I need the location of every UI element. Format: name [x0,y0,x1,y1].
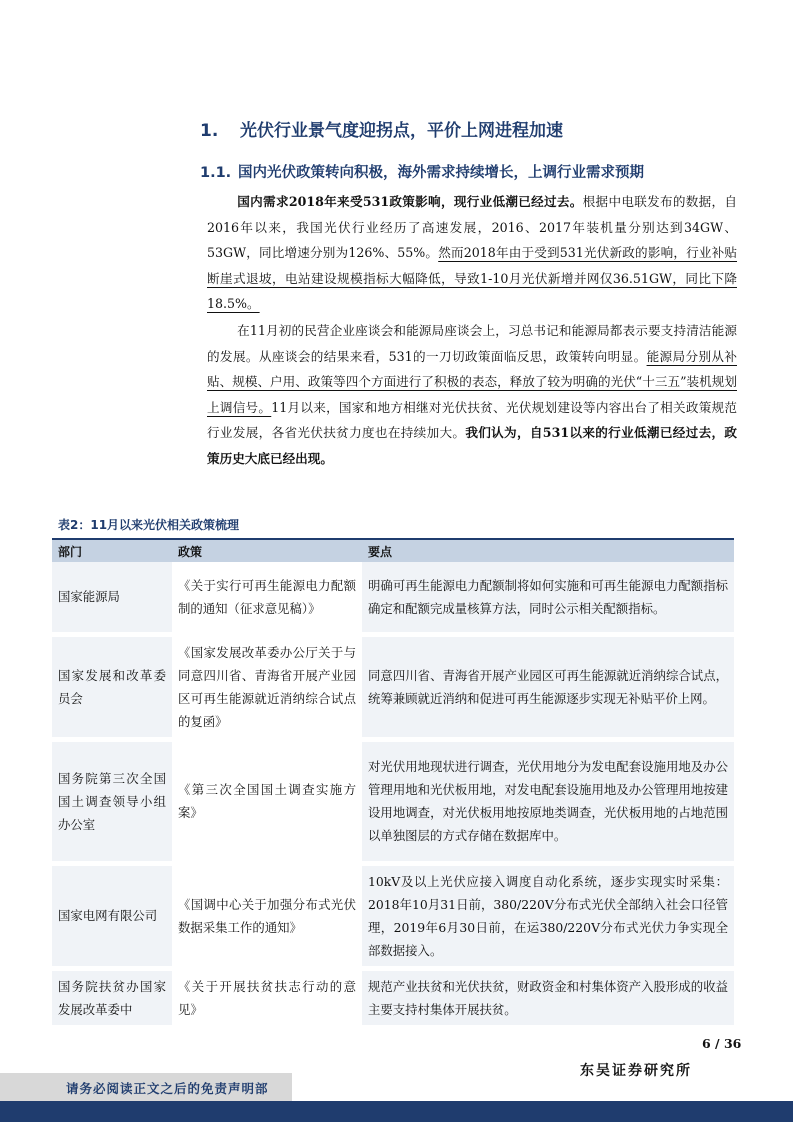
policy-table [52,540,734,1030]
table-row [52,634,734,739]
cell-points: 同意四川省、青海省开展产业园区可再生能源就近消纳综合试点，统筹兼顾就近消纳和促进可再生能源逐步实现无补贴平价上网。 [362,634,734,739]
paragraph-policy-shift [207,318,737,471]
section-title: 光伏行业景气度迎拐点，平价上网进程加速 [240,121,563,141]
cell-policy: 《第三次全国国土调查实施方案》 [172,739,362,863]
cell-dept: 国家发展和改革委员会 [52,634,172,739]
table-row [52,863,734,968]
cell-points: 10kV及以上光伏应接入调度自动化系统，逐步实现实时采集：2018年10月31日前，380/220V分布式光伏全部纳入社会口径管理，2019年6月30日前，在运380/220V分布式光伏力争实现全部数据接入。 [362,863,734,968]
firm-name: 东吴证券研究所 [580,1063,692,1079]
paragraph1-underlined: 然而2018年由于受到531光伏新政的影响，行业补贴断崖式退坡，电站建设规模指标大幅降低，导致1-10月光伏新增并网仅36.51GW，同比下降18.5%。 [207,245,738,311]
cell-policy: 《国调中心关于加强分布式光伏数据采集工作的通知》 [172,863,362,968]
paragraph2-text1: 在11月初的民营企业座谈会和能源局座谈会上，习总书记和能源局都表示要支持清洁能源的发展。从座谈会的结果来看，531的一刀切政策面临反思，政策转向明显。 [207,323,737,364]
table-caption: 表2：11月以来光伏相关政策梳理 [58,518,240,532]
section-heading [200,116,563,141]
paragraph1-bold-lead: 国内需求2018年来受531政策影响，现行业低潮已经过去。 [237,194,583,209]
table-row [52,562,734,634]
subsection-number: 1.1. [200,165,232,181]
paragraph2-bold-tail: 我们认为，自531以来的行业低潮已经过去，政策历史大底已经出现。 [207,425,737,466]
subsection-title: 国内光伏政策转向积极，海外需求持续增长，上调行业需求预期 [238,165,644,181]
header-points: 要点 [362,540,734,562]
paragraph2-text2: 11月以来，国家和地方相继对光伏扶贫、光伏规划建设等内容出台了相关政策规范行业发展，各省光伏扶贫力度也在持续加大。 [207,399,737,440]
paragraph2-underlined: 能源局分别从补贴、规模、户用、政策等四个方面进行了积极的表态，释放了较为明确的光伏“十三五”装机规划上调信号。 [207,348,737,415]
cell-dept: 国务院扶贫办国家发展改革委中 [52,968,172,1027]
table-row [52,968,734,1027]
paragraph1-text: 根据中电联发布的数据，自2016年以来，我国光伏行业经历了高速发展，2016、2017年装机量分别达到34GW、53GW，同比增速分别为126%、55%。 [207,194,737,260]
cell-policy: 《关于开展扶贫扶志行动的意见》 [172,968,362,1027]
cell-policy: 《国家发展改革委办公厅关于与同意四川省、青海省开展产业园区可再生能源就近消纳综合试点的复函》 [172,634,362,739]
subsection-heading [200,161,644,182]
cell-points: 明确可再生能源电力配额制将如何实施和可再生能源电力配额指标确定和配额完成量核算方法，同时公示相关配额指标。 [362,562,734,634]
cell-dept: 国家电网有限公司 [52,863,172,968]
header-policy: 政策 [172,540,362,562]
disclaimer-text: 请务必阅读正文之后的免责声明部 [66,1081,269,1096]
paragraph-domestic-demand [207,189,737,317]
table-row [52,739,734,863]
header-dept: 部门 [52,540,172,562]
cell-dept: 国家能源局 [52,562,172,634]
cell-points: 对光伏用地现状进行调查，光伏用地分为发电配套设施用地及办公管理用地和光伏板用地，对发电配套设施用地及办公管理用地按建设用地调查，对光伏板用地按原地类调查，光伏板用地的占地范围以单独图层的方式存储在数据库中。 [362,739,734,863]
page-number: 6 / 36 [702,1036,742,1051]
section-number: 1. [200,121,219,141]
cell-points: 规范产业扶贫和光伏扶贫，财政资金和村集体资产入股形成的收益主要支持村集体开展扶贫。 [362,968,734,1027]
cell-dept: 国务院第三次全国国土调查领导小组办公室 [52,739,172,863]
footer-bar [0,1101,793,1122]
cell-policy: 《关于实行可再生能源电力配额制的通知（征求意见稿）》 [172,562,362,634]
table-header-row [52,540,734,562]
